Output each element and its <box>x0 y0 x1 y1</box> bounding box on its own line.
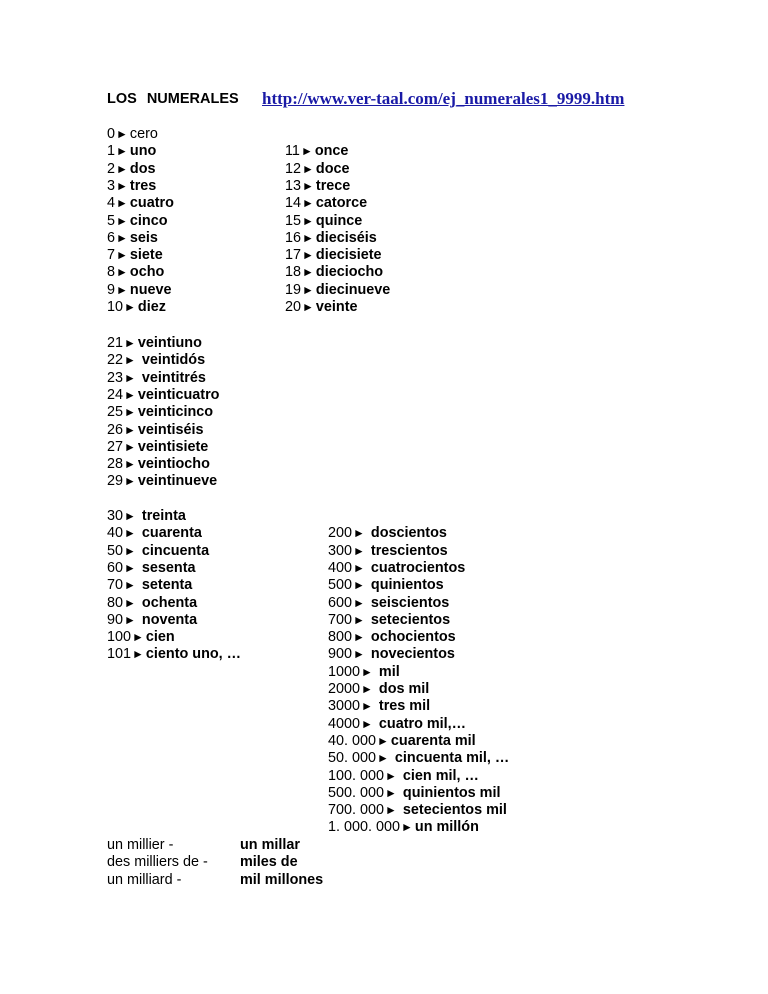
arrow-right-icon: ► <box>124 439 136 454</box>
numeral-digits: 2000 <box>328 681 361 697</box>
numeral-word: cien mil, … <box>398 767 479 784</box>
numeral-word: veinticinco <box>137 404 214 421</box>
numeral-item <box>107 213 168 230</box>
arrow-right-icon: ► <box>353 526 365 541</box>
arrow-right-icon: ► <box>353 647 365 662</box>
numeral-item <box>107 508 186 525</box>
arrow-right-icon: ► <box>124 300 136 314</box>
numeral-word: doscientos <box>366 525 447 542</box>
numeral-word: cuarenta <box>137 525 202 542</box>
numeral-item <box>107 473 217 490</box>
arrow-right-icon: ► <box>124 457 136 472</box>
numeral-item <box>328 629 456 646</box>
numeral-digits: 100. 000 <box>328 767 385 784</box>
numeral-word: veintiocho <box>137 456 210 473</box>
numeral-digits: 100 <box>107 629 132 646</box>
numeral-word: setenta <box>137 577 193 594</box>
numeral-item <box>328 560 465 577</box>
numeral-word: veintitrés <box>137 369 206 386</box>
arrow-right-icon: ► <box>385 768 397 783</box>
arrow-right-icon: ► <box>302 265 314 280</box>
numeral-word: veintiséis <box>137 421 204 438</box>
arrow-right-icon: ► <box>124 422 136 437</box>
numeral-word: treinta <box>137 508 186 524</box>
arrow-right-icon: ► <box>116 265 128 280</box>
arrow-right-icon: ► <box>124 370 136 385</box>
numeral-digits: 22 <box>107 352 124 369</box>
numeral-word: dieciocho <box>315 264 384 281</box>
numeral-word: once <box>314 143 349 160</box>
numeral-item <box>107 230 158 247</box>
numeral-word: cincuenta mil, … <box>390 750 510 767</box>
numeral-item <box>107 161 156 178</box>
numeral-item <box>328 768 479 785</box>
arrow-right-icon: ► <box>116 248 128 263</box>
numeral-item <box>285 247 382 264</box>
numeral-digits: 700 <box>328 611 353 628</box>
numeral-digits: 300 <box>328 542 353 559</box>
numeral-item <box>107 646 241 663</box>
arrow-right-icon: ► <box>353 630 365 645</box>
numeral-digits: 16 <box>285 229 302 246</box>
numeral-digits: 19 <box>285 281 302 298</box>
arrow-right-icon: ► <box>302 248 314 263</box>
arrow-right-icon: ► <box>385 785 397 800</box>
numeral-word: diecinueve <box>315 281 391 298</box>
numeral-digits: 4000 <box>328 715 361 732</box>
numeral-word: cuatrocientos <box>366 559 466 576</box>
numeral-word: cuatro <box>129 195 174 212</box>
numeral-digits: 30 <box>107 508 124 524</box>
numeral-word: tres mil <box>374 698 431 715</box>
numeral-item <box>285 282 390 299</box>
numeral-word: catorce <box>315 195 368 212</box>
arrow-right-icon: ► <box>353 578 365 593</box>
numeral-digits: 90 <box>107 611 124 628</box>
numeral-item <box>107 299 166 316</box>
arrow-right-icon: ► <box>124 474 136 489</box>
numeral-word: ciento uno, … <box>145 646 242 663</box>
numeral-word: cincuenta <box>137 542 210 559</box>
arrow-right-icon: ► <box>124 612 136 627</box>
arrow-right-icon: ► <box>116 144 128 159</box>
numeral-item <box>107 439 208 456</box>
arrow-right-icon: ► <box>124 387 136 402</box>
french-term: des milliers de - <box>107 854 208 871</box>
numeral-digits: 14 <box>285 195 302 212</box>
numeral-item <box>328 664 400 681</box>
numeral-item <box>328 802 507 819</box>
numeral-digits: 50. 000 <box>328 750 377 767</box>
numeral-word: cero <box>129 126 158 142</box>
arrow-right-icon: ► <box>353 560 365 575</box>
numeral-word: seiscientos <box>366 594 450 611</box>
numeral-digits: 1000 <box>328 663 361 680</box>
arrow-right-icon: ► <box>302 300 314 314</box>
numeral-digits: 5 <box>107 212 116 229</box>
numeral-digits: 50 <box>107 542 124 559</box>
numeral-digits: 700. 000 <box>328 802 385 819</box>
numeral-digits: 600 <box>328 594 353 611</box>
arrow-right-icon: ► <box>385 803 397 818</box>
reference-link[interactable]: http://www.ver-taal.com/ej_numerales1_9999.htm <box>262 89 625 108</box>
numeral-word: ochenta <box>137 594 198 611</box>
numeral-item <box>107 543 209 560</box>
arrow-right-icon: ► <box>353 612 365 627</box>
arrow-right-icon: ► <box>124 560 136 575</box>
numeral-item <box>328 819 479 836</box>
numeral-digits: 27 <box>107 438 124 455</box>
arrow-right-icon: ► <box>361 699 373 714</box>
numeral-item <box>328 612 450 629</box>
spanish-term: miles de <box>240 854 298 871</box>
page-title: LOS NUMERALES <box>107 91 239 107</box>
numeral-word: siete <box>129 247 163 264</box>
numeral-digits: 26 <box>107 421 124 438</box>
numeral-item <box>107 247 163 264</box>
arrow-right-icon: ► <box>124 595 136 610</box>
numeral-item <box>107 577 192 594</box>
numeral-item <box>107 264 164 281</box>
numeral-digits: 12 <box>285 160 302 177</box>
numeral-word: dos <box>129 160 156 177</box>
numeral-digits: 29 <box>107 473 124 490</box>
numeral-word: novecientos <box>366 646 455 663</box>
numeral-item <box>107 195 174 212</box>
numeral-item <box>107 456 210 473</box>
arrow-right-icon: ► <box>361 716 373 731</box>
numeral-digits: 40 <box>107 525 124 542</box>
numeral-item <box>285 299 358 316</box>
numeral-item <box>107 352 205 369</box>
numeral-digits: 24 <box>107 386 124 403</box>
numeral-word: quinientos <box>366 577 444 594</box>
spanish-term: mil millones <box>240 871 324 888</box>
numeral-item <box>328 646 455 663</box>
numeral-item <box>107 595 197 612</box>
numeral-word: mil <box>374 663 400 680</box>
numeral-item <box>107 629 175 646</box>
numeral-digits: 1. 000. 000 <box>328 819 401 836</box>
numeral-item <box>328 681 429 698</box>
numeral-digits: 800 <box>328 629 353 646</box>
arrow-right-icon: ► <box>116 178 128 193</box>
numeral-digits: 15 <box>285 212 302 229</box>
numeral-digits: 3 <box>107 177 116 194</box>
numeral-item <box>328 698 430 715</box>
numeral-item <box>107 143 156 160</box>
numeral-word: trece <box>315 177 351 194</box>
numeral-digits: 900 <box>328 646 353 663</box>
numeral-digits: 70 <box>107 577 124 594</box>
numeral-digits: 18 <box>285 264 302 281</box>
numeral-word: nueve <box>129 281 172 298</box>
numeral-digits: 17 <box>285 247 302 264</box>
numeral-item <box>107 387 219 404</box>
numeral-word: veintidós <box>137 352 206 369</box>
numeral-word: diez <box>137 299 166 315</box>
numeral-digits: 1 <box>107 143 116 160</box>
numeral-word: noventa <box>137 611 198 628</box>
french-term: un millier - <box>107 837 174 853</box>
numeral-word: cien <box>145 629 175 646</box>
numeral-item <box>328 595 449 612</box>
numeral-item <box>328 525 447 542</box>
numeral-item <box>328 716 466 733</box>
arrow-right-icon: ► <box>116 230 128 245</box>
numeral-word: ochocientos <box>366 629 456 646</box>
numeral-item <box>285 195 367 212</box>
arrow-right-icon: ► <box>302 178 314 193</box>
numeral-word: veinte <box>315 299 358 315</box>
numeral-word: uno <box>129 143 157 160</box>
arrow-right-icon: ► <box>300 144 313 159</box>
numeral-digits: 200 <box>328 525 353 542</box>
numeral-digits: 7 <box>107 247 116 264</box>
arrow-right-icon: ► <box>132 630 144 645</box>
numeral-word: seis <box>129 229 158 246</box>
numeral-digits: 11 <box>285 143 300 160</box>
arrow-right-icon: ► <box>361 682 373 696</box>
arrow-right-icon: ► <box>124 353 136 368</box>
numeral-item <box>328 733 476 750</box>
numeral-word: trescientos <box>366 542 448 559</box>
numeral-digits: 101 <box>107 646 132 663</box>
numeral-word: quinientos mil <box>398 784 501 801</box>
numeral-word: setecientos mil <box>398 802 507 819</box>
numeral-word: tres <box>129 177 157 194</box>
arrow-right-icon: ► <box>116 127 128 141</box>
numeral-item <box>328 750 509 767</box>
arrow-right-icon: ► <box>302 161 314 176</box>
arrow-right-icon: ► <box>116 196 128 211</box>
arrow-right-icon: ► <box>124 543 136 558</box>
numeral-word: dos mil <box>374 681 430 697</box>
numeral-item <box>107 178 156 195</box>
numeral-digits: 10 <box>107 299 124 315</box>
numeral-item <box>107 126 158 143</box>
numeral-item <box>107 560 196 577</box>
numeral-word: veinticuatro <box>137 386 220 403</box>
arrow-right-icon: ► <box>401 820 413 835</box>
numeral-item <box>328 785 500 802</box>
numeral-word: quince <box>315 212 363 229</box>
numeral-item <box>107 335 202 352</box>
french-term: un milliard - <box>107 871 182 888</box>
numeral-word: dieciséis <box>315 229 377 246</box>
numeral-digits: 40. 000 <box>328 732 377 749</box>
numeral-digits: 2 <box>107 160 116 177</box>
numeral-word: sesenta <box>137 559 196 576</box>
arrow-right-icon: ► <box>116 282 128 297</box>
arrow-right-icon: ► <box>302 230 314 245</box>
numeral-digits: 8 <box>107 264 116 281</box>
numeral-digits: 25 <box>107 404 124 421</box>
numeral-item <box>107 422 204 439</box>
numeral-item <box>107 370 206 387</box>
arrow-right-icon: ► <box>302 282 314 297</box>
numeral-word: diecisiete <box>315 247 382 264</box>
arrow-right-icon: ► <box>124 405 136 420</box>
numeral-word: cuarenta mil <box>390 732 476 749</box>
numeral-item <box>285 161 350 178</box>
numeral-item <box>285 264 383 281</box>
numeral-item <box>107 525 202 542</box>
numeral-digits: 13 <box>285 177 302 194</box>
numeral-digits: 60 <box>107 559 124 576</box>
arrow-right-icon: ► <box>124 526 136 541</box>
numeral-digits: 400 <box>328 559 353 576</box>
arrow-right-icon: ► <box>124 509 136 523</box>
numeral-item <box>328 577 444 594</box>
numeral-digits: 6 <box>107 229 116 246</box>
numeral-item <box>285 213 362 230</box>
numeral-word: cuatro mil,… <box>374 715 467 732</box>
arrow-right-icon: ► <box>361 664 373 679</box>
numeral-word: veintinueve <box>137 473 218 490</box>
numeral-item <box>107 612 197 629</box>
numeral-item <box>285 143 348 160</box>
spanish-term: un millar <box>240 837 300 853</box>
numeral-digits: 9 <box>107 281 116 298</box>
numeral-digits: 80 <box>107 594 124 611</box>
numeral-item <box>107 282 172 299</box>
numeral-digits: 4 <box>107 195 116 212</box>
numeral-digits: 21 <box>107 335 124 351</box>
numeral-word: doce <box>315 160 350 177</box>
numeral-item <box>107 404 213 421</box>
numeral-word: veintisiete <box>137 438 209 455</box>
numeral-item <box>285 178 350 195</box>
arrow-right-icon: ► <box>377 751 389 766</box>
numeral-item <box>285 230 377 247</box>
arrow-right-icon: ► <box>132 647 144 662</box>
numeral-item <box>328 543 448 560</box>
numeral-word: setecientos <box>366 611 451 628</box>
numeral-word: un millón <box>414 819 479 836</box>
numeral-word: ocho <box>129 264 165 281</box>
arrow-right-icon: ► <box>377 733 389 748</box>
numeral-digits: 20 <box>285 299 302 315</box>
arrow-right-icon: ► <box>353 543 365 558</box>
numeral-digits: 28 <box>107 456 124 473</box>
numeral-digits: 0 <box>107 126 116 142</box>
numeral-word: veintiuno <box>137 335 202 351</box>
numeral-digits: 3000 <box>328 698 361 715</box>
arrow-right-icon: ► <box>353 595 365 610</box>
arrow-right-icon: ► <box>116 213 128 228</box>
numeral-word: cinco <box>129 212 168 229</box>
arrow-right-icon: ► <box>124 336 136 350</box>
arrow-right-icon: ► <box>124 578 136 593</box>
arrow-right-icon: ► <box>116 161 128 176</box>
arrow-right-icon: ► <box>302 213 314 228</box>
numeral-digits: 23 <box>107 369 124 386</box>
arrow-right-icon: ► <box>302 196 314 211</box>
numeral-digits: 500 <box>328 577 353 594</box>
numeral-digits: 500. 000 <box>328 784 385 801</box>
